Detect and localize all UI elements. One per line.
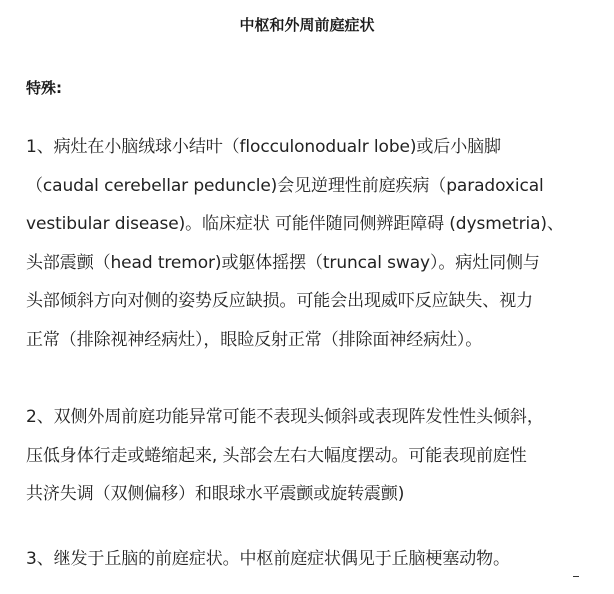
paragraph-line: 3、继发于丘脑的前庭症状。中枢前庭症状偶见于丘脑梗塞动物。	[26, 549, 510, 569]
paragraph-line: 共济失调（双侧偏移）和眼球水平震颤或旋转震颤)	[26, 484, 405, 504]
paragraph-1	[26, 128, 596, 359]
section-subheading: 特殊:	[26, 79, 62, 97]
paragraph-line: 正常（排除视神经病灶），眼睑反射正常（排除面神经病灶）。	[26, 329, 483, 350]
paragraph-3	[26, 540, 596, 579]
paragraph-line: 压低身体行走或蜷缩起来, 头部会左右大幅度摆动。可能表现前庭性	[26, 445, 527, 466]
paragraph-line: 1、病灶在小脑绒球小结叶（flocculonodualr lobe)或后小脑脚	[26, 137, 501, 157]
paragraph-line: vestibular disease)。临床症状 可能伴随同侧辨距障碍 (dysmetria)、	[26, 214, 564, 234]
document-title: 中枢和外周前庭症状	[239, 16, 375, 34]
paragraph-line: （caudal cerebellar peduncle)会见逆理性前庭疾病（paradoxical	[26, 175, 544, 196]
paragraph-line: 头部震颤（head tremor)或躯体摇摆（truncal sway）。病灶同侧与	[26, 252, 540, 273]
paragraph-2	[26, 398, 596, 514]
corner-dash-mark	[573, 576, 579, 577]
paragraph-line: 2、双侧外周前庭功能异常可能不表现头倾斜或表现阵发性性头倾斜，	[26, 407, 544, 427]
paragraph-line: 头部倾斜方向对侧的姿势反应缺损。可能会出现威吓反应缺失、视力	[26, 291, 533, 311]
